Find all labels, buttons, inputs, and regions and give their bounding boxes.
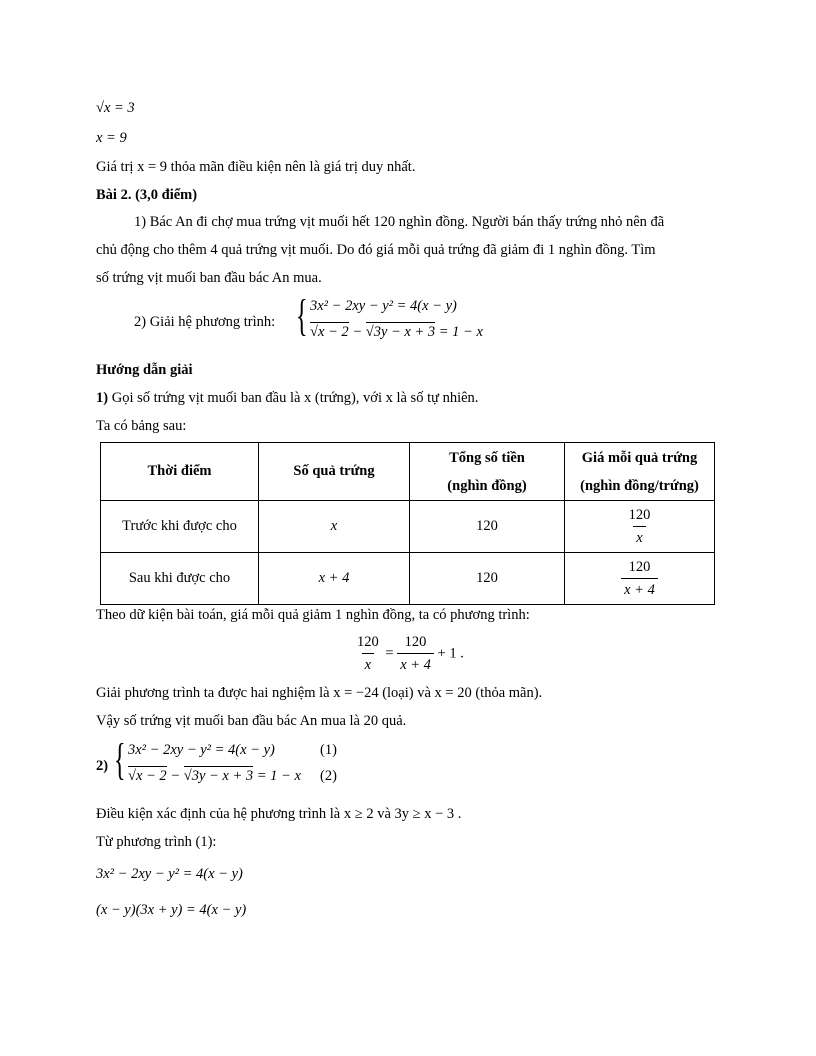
table-row [101,501,715,553]
row-price: $\frac{120}{x}$ [565,501,715,553]
sqrt-term-1: √x − 2 [310,324,349,340]
table-intro: Ta có bảng sau: [96,418,187,434]
step-eq-1: 3x² − 2xy − y² = 4(x − y) [96,866,243,882]
row-total: 120 [410,553,565,605]
equation-intro: Theo dữ kiện bài toán, giá mỗi quả giảm 1 nghìn đồng, ta có phương trình: [96,607,530,623]
row-total: 120 [410,501,565,553]
solution-system-eq1: 3x² − 2xy − y² = 4(x − y) [128,742,275,758]
egg-table [100,442,715,605]
problem-title: Bài 2. (3,0 điểm) [96,187,198,203]
answer-text: Vậy số trứng vịt muối ban đầu bác An mua là 20 quả. [96,713,407,729]
problem-part2-label: 2) Giải hệ phương trình: [134,314,276,330]
step2-label: 2) [96,758,109,774]
solution-step1 [96,390,478,407]
row-time: Sau khi được cho [101,553,259,605]
header-price: Giá mỗi quả trứng (nghìn đồng/trứng) [565,443,715,501]
header-time: Thời điểm [101,443,259,501]
problem-part1-line1: 1) Bác An đi chợ mua trứng vịt muối hết 120 nghìn đồng. Người bán thấy trứng nhỏ nên đã [134,214,665,230]
from-eq1-text: Từ phương trình (1): [96,834,217,850]
eq-number-1: (1) [320,742,337,758]
table-row [101,553,715,605]
row-eggs: x + 4 [259,553,410,605]
header-eggs: Số quả trứng [259,443,410,501]
step1-label: 1) [96,390,109,406]
main-equation: $\frac{120}{x}$ = $\frac{120}{x + 4}$ + 1 . [357,634,464,673]
conclusion-text: Giá trị x = 9 thỏa mãn điều kiện nên là giá trị duy nhất. [96,159,416,175]
problem-system-eq1: 3x² − 2xy − y² = 4(x − y) [310,298,457,314]
sqrt-term-2: √3y − x + 3 [365,324,436,340]
header-total: Tổng số tiền (nghìn đồng) [410,443,565,501]
problem-part1-line2: chủ động cho thêm 4 quả trứng vịt muối. Do đó giá mỗi quả trứng đã giảm đi 1 nghìn đồng. Tìm [96,242,656,258]
domain-text: Điều kiện xác định của hệ phương trình là x ≥ 2 và 3y ≥ x − 3 . [96,806,462,822]
eq-number-2: (2) [320,768,337,784]
row-time: Trước khi được cho [101,501,259,553]
eq-sqrt-x: √x = 3 [96,100,135,116]
rhs-term: = 1 − x [438,324,483,340]
roots-text: Giải phương trình ta được hai nghiệm là x = −24 (loại) và x = 20 (thỏa mãn). [96,685,543,701]
solution-system-eq2: √x − 2 − √3y − x + 3 = 1 − x [128,768,301,784]
step-eq-2: (x − y)(3x + y) = 4(x − y) [96,902,247,918]
problem-part1-line3: số trứng vịt muối ban đầu bác An mua. [96,270,322,286]
problem-system-eq2: √x − 2 − √3y − x + 3 = 1 − x [310,324,483,340]
table-header-row [101,443,715,501]
eq-x-9: x = 9 [96,130,127,146]
row-price: $\frac{120}{x + 4}$ [565,553,715,605]
solution-heading: Hướng dẫn giải [96,362,193,378]
row-eggs: x [259,501,410,553]
step1-text: Gọi số trứng vịt muối ban đầu là x (trứng), với x là số tự nhiên. [108,390,479,406]
